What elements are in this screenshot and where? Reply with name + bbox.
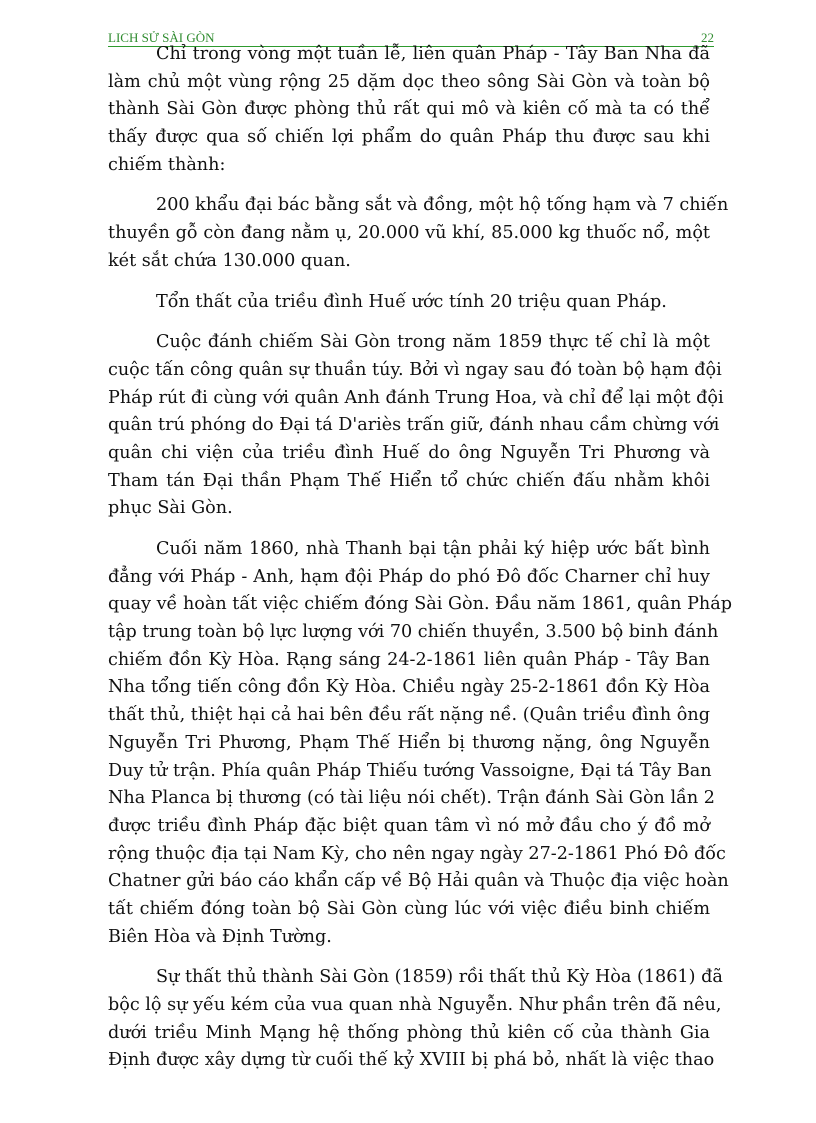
paragraph — [108, 964, 723, 1075]
text-line: Biên Hòa và Định Tường. — [108, 926, 332, 947]
text-line: két sắt chứa 130.000 quan. — [108, 250, 351, 271]
text-line: Chatner gửi báo cáo khẩn cấp về Bộ Hải quân và Thuộc địa việc hoàn — [108, 871, 729, 892]
text-line: chiếm đồn Kỳ Hòa. Rạng sáng 24-2-1861 liên quân Pháp - Tây Ban — [108, 649, 710, 670]
page-body — [108, 41, 733, 1088]
text-line: quay về hoàn tất việc chiếm đóng Sài Gòn. Đầu năm 1861, quân Pháp — [108, 594, 733, 615]
text-line: cuộc tấn công quân sự thuần túy. Bởi vì ngay sau đó toàn bộ hạm đội — [108, 359, 722, 380]
text-line: quân chi viện của triều đình Huế do ông Nguyễn Tri Phương và — [108, 442, 710, 463]
text-line: đẳng với Pháp - Anh, hạm đội Pháp do phó Đô đốc Charner chỉ huy — [108, 566, 710, 587]
book-title: LICH SỬ SÀI GÒN — [108, 30, 215, 45]
text-line: Nha tổng tiến công đồn Kỳ Hòa. Chiều ngày 25-2-1861 đồn Kỳ Hòa — [108, 677, 710, 698]
text-line: thất thủ, thiệt hại cả hai bên đều rất nặng nề. (Quân triều đình ông — [108, 705, 710, 726]
paragraph — [108, 192, 729, 275]
text-line: phục Sài Gòn. — [108, 498, 233, 519]
text-line: bộc lộ sự yếu kém của vua quan nhà Nguyễn. Như phần trên đã nêu, — [108, 995, 722, 1015]
text-line: thành Sài Gòn được phòng thủ rất qui mô và kiên cố mà ta có thể — [108, 99, 710, 120]
text-line: Định được xây dựng từ cuối thế kỷ XVIII bị phá bỏ, nhất là việc thao — [108, 1050, 715, 1071]
paragraph — [108, 289, 710, 317]
text-line: Duy tử trận. Phía quân Pháp Thiếu tướng Vassoigne, Đại tá Tây Ban — [108, 760, 712, 781]
text-line: Pháp rút đi cùng với quân Anh đánh Trung Hoa, và chỉ để lại một đội — [108, 387, 724, 408]
text-line: tất chiếm đóng toàn bộ Sài Gòn cùng lúc với việc điều binh chiếm — [108, 898, 710, 919]
text-line: Sự thất thủ thành Sài Gòn (1859) rồi thất thủ Kỳ Hòa (1861) đã — [156, 967, 723, 988]
text-line: quân trú phóng do Đại tá D'ariès trấn giữ, đánh nhau cầm chừng với — [108, 415, 720, 436]
text-line: chiếm thành: — [108, 154, 226, 175]
text-line: 200 khẩu đại bác bằng sắt và đồng, một hộ tống hạm và 7 chiến — [156, 195, 729, 216]
text-line: được triều đình Pháp đặc biệt quan tâm vì nó mở đầu cho ý đồ mở — [108, 815, 710, 836]
text-line: tập trung toàn bộ lực lượng với 70 chiến thuyền, 3.500 bộ binh đánh — [108, 622, 719, 643]
text-line: Tham tán Đại thần Phạm Thế Hiển tổ chức chiến đấu nhằm khôi — [108, 470, 710, 491]
text-line: dưới triều Minh Mạng hệ thống phòng thủ kiên cố của thành Gia — [108, 1022, 710, 1043]
paragraph — [108, 41, 710, 179]
text-line: Chỉ trong vòng một tuần lễ, liên quân Pháp - Tây Ban Nha đã — [156, 44, 710, 64]
paragraph — [108, 329, 724, 523]
text-line: Tổn thất của triều đình Huế ước tính 20 triệu quan Pháp. — [156, 291, 667, 312]
text-line: thuyền gỗ còn đang nằm ụ, 20.000 vũ khí, 85.000 kg thuốc nổ, một — [108, 223, 710, 244]
text-line: Cuộc đánh chiếm Sài Gòn trong năm 1859 thực tế chỉ là một — [156, 332, 710, 353]
page-number: 22 — [701, 30, 714, 45]
text-line: Nguyễn Tri Phương, Phạm Thế Hiển bị thương nặng, ông Nguyễn — [108, 732, 710, 753]
paragraph — [108, 536, 733, 951]
text-line: Cuối năm 1860, nhà Thanh bại tận phải ký hiệp ước bất bình — [156, 539, 710, 559]
text-line: Nha Planca bị thương (có tài liệu nói chết). Trận đánh Sài Gòn lần 2 — [108, 788, 715, 809]
text-line: thấy được qua số chiến lợi phẩm do quân Pháp thu được sau khi — [108, 127, 710, 148]
text-line: làm chủ một vùng rộng 25 dặm dọc theo sông Sài Gòn và toàn bộ — [108, 71, 710, 92]
text-line: rộng thuộc địa tại Nam Kỳ, cho nên ngay ngày 27-2-1861 Phó Đô đốc — [108, 843, 726, 864]
